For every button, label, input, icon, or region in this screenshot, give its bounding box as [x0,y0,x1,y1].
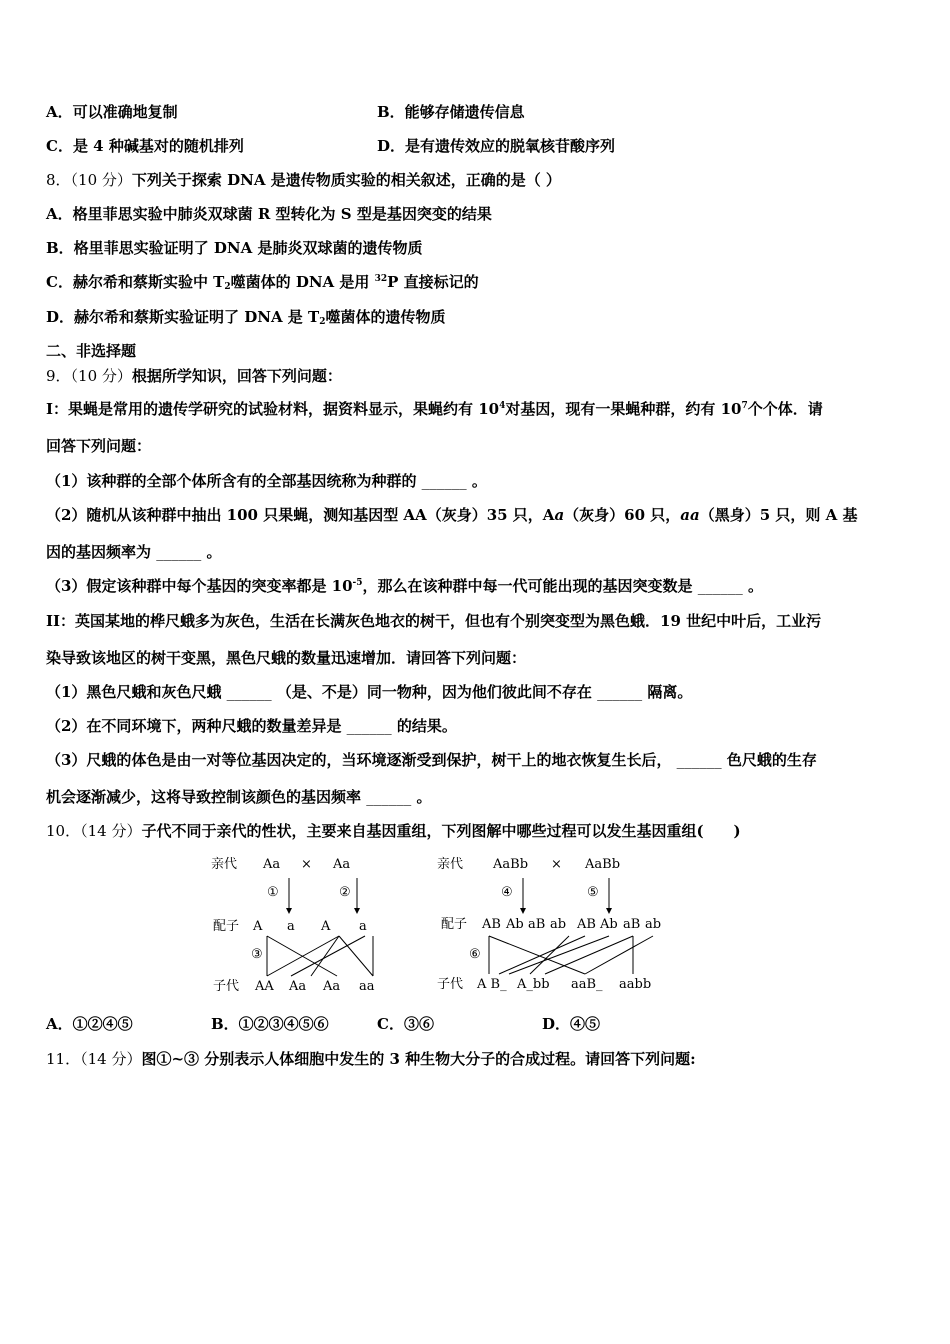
q9-ii3-text: （3）尺蛾的体色是由一对等位基因决定的，当环境逐渐受到保护，树干上的地衣恢复生长后， [46,751,677,769]
q9-number: 9． [46,367,71,385]
q8-d-text: D．赫尔希和蔡斯实验证明了 DNA 是 T [46,308,320,326]
q11-stem [46,1049,696,1069]
right-offspring: A B_ [477,977,507,992]
q7-option-a: A．可以准确地复制 [46,103,178,121]
left-step3-label: ③ [251,947,263,962]
q9-part1-question2 [46,505,857,525]
q9-part1-intro-line2: 回答下列问题： [46,437,152,455]
q9-ii1-text: （1）黑色尺蛾和灰色尺蛾 [46,683,227,701]
q9-i1-text-post: 。 [466,472,487,490]
right-step4-label: ④ [501,885,513,900]
left-gamete: a [287,919,295,934]
left-cross-symbol: × [301,857,312,872]
q7-option-d: D．是有遗传效应的脱氧核苷酸序列 [377,137,616,155]
q9-ii2-text-post: 的结果。 [391,717,457,735]
q9-ii3-text-post: 色尺蛾的生存 [721,751,817,769]
q8-c-text: C．赫尔希和蔡斯实验中 T [46,273,225,291]
q9-i3-text-mid: ，那么在该种群中每一代可能出现的基因突变数是 [362,577,698,595]
q9-ii1-text-mid: （是、不是）同一物种，因为他们彼此间不存在 [271,683,598,701]
q10-number: 10． [46,822,81,840]
q9-part1-question3 [46,576,763,596]
left-arrowhead-1 [286,908,292,914]
q9-ii3-line2-text: 机会逐渐减少，这将导致控制该颜色的基因频率 [46,788,367,806]
left-parent-2: Aa [333,857,351,872]
answer-blank[interactable]: ______ [676,751,722,769]
genetic-cross-diagram [205,848,685,998]
q9-part2-question2 [46,716,457,736]
q9-part1-text-post: 个个体．请 [747,400,823,418]
q8-option-a: A．格里菲思实验中肺炎双球菌 R 型转化为 S 型是基因突变的结果 [46,205,492,223]
q9-part1-question2-line2 [46,542,221,562]
q9-stem [46,366,342,386]
q10-stem [46,821,741,841]
right-arrowhead-4 [520,908,526,914]
q9-i2-text-mid: （灰身）60 只， [564,506,681,524]
q10-option-d: D．④⑤ [542,1015,601,1033]
right-parent-1: AaBb [493,857,529,872]
q10-stem-text: 子代不同于亲代的性状，主要来自基因重组，下列图解中哪些过程可以发生基因重组( ) [141,822,741,840]
right-arrowhead-5 [606,908,612,914]
q10-score: （14 分） [80,822,142,840]
answer-blank[interactable]: ______ [421,472,467,490]
q11-number: 11． [46,1050,81,1068]
q11-stem-text: 图①~③ 分别表示人体细胞中发生的 3 种生物大分子的合成过程。请回答下列问题: [141,1050,696,1068]
q9-part1-intro [46,399,823,419]
q8-d-text-post: 噬菌体的遗传物质 [325,308,446,326]
left-offspring: AA [255,979,274,994]
q9-i2-italic-a: a [554,506,565,524]
q8-number: 8． [46,171,71,189]
section-heading: 二、非选择题 [46,342,137,360]
q9-i2-text-post: （黑身）5 只，则 A 基 [699,506,858,524]
right-gamete: AB [577,917,596,932]
q9-part1-text: I：果蝇是常用的遗传学研究的试验材料，据资料显示，果蝇约有 10 [46,400,500,418]
right-step5-label: ⑤ [587,885,599,900]
q9-part1-sup2: 7 [741,401,748,411]
q9-i3-text-post: 。 [742,577,764,595]
q9-i3-text: （3）假定该种群中每个基因的突变率都是 10 [46,577,353,595]
left-parent-1: Aa [263,857,281,872]
right-offspring: aaB_ [571,977,603,992]
left-offspring-label: 子代 [213,979,240,994]
q9-score: （10 分） [70,367,132,385]
q9-i1-text: （1）该种群的全部个体所含有的全部基因统称为种群的 [46,472,422,490]
q10-option-a: A．①②④⑤ [46,1015,133,1033]
q9-ii3-line2-post: 。 [411,788,432,806]
q9-ii2-text: （2）在不同环境下，两种尺蛾的数量差异是 [46,717,347,735]
q8-option-b: B．格里菲思实验证明了 DNA 是肺炎双球菌的遗传物质 [46,239,423,257]
left-gamete: A [321,919,331,934]
answer-blank[interactable]: ______ [697,577,743,595]
answer-blank[interactable]: ______ [366,788,412,806]
q10-option-b: B．①②③④⑤⑥ [211,1015,329,1033]
q11-score: （14 分） [80,1050,142,1068]
answer-blank[interactable]: ______ [156,543,202,561]
q8-c-sub: 2 [224,282,231,292]
right-gamete: Ab [600,917,618,932]
q8-option-d [46,307,445,327]
q9-i2-italic-aa: aa [680,506,700,524]
q8-stem [46,170,561,190]
right-gamete-label: 配子 [441,917,468,932]
right-step6-label: ⑥ [469,947,481,962]
q8-d-sub: 2 [319,317,326,327]
q9-ii1-text-post: 隔离。 [642,683,693,701]
q9-i3-sup: -5 [352,578,363,588]
answer-blank[interactable]: ______ [346,717,392,735]
left-offspring: Aa [323,979,341,994]
q9-part2-intro-line2: 染导致该地区的树干变黑，黑色尺蛾的数量迅速增加．请回答下列问题： [46,649,527,667]
left-gamete-label: 配子 [213,919,240,934]
q8-c-sup: 32 [374,274,388,284]
q7-option-b: B．能够存储遗传信息 [377,103,525,121]
q9-part2-question1 [46,682,692,702]
answer-blank[interactable]: ______ [597,683,643,701]
right-offspring: aabb [619,977,652,992]
q9-i2-text: （2）随机从该种群中抽出 100 只果蝇，测知基因型 AA（灰身）35 只，A [46,506,555,524]
right-gamete: AB [482,917,501,932]
q8-score: （10 分） [70,171,132,189]
answer-blank[interactable]: ______ [226,683,272,701]
left-offspring: Aa [289,979,307,994]
q9-part1-text-mid: 对基因，现有一果蝇种群，约有 10 [505,400,742,418]
q10-option-c: C．③⑥ [377,1015,434,1033]
left-recombination-lines [267,936,373,976]
q9-part2-intro: II：英国某地的桦尺蛾多为灰色，生活在长满灰色地衣的树干，但也有个别突变型为黑色蛾．19 世纪中叶后，工业污 [46,612,822,630]
q9-part2-question3 [46,750,817,770]
right-gamete: aB [528,917,546,932]
left-gamete: A [253,919,263,934]
q9-i2-line2-post: 。 [201,543,222,561]
q9-part1-sup1: 4 [499,401,506,411]
right-gamete: Ab [506,917,524,932]
right-parent-2: AaBb [585,857,621,872]
q9-i2-line2-text: 因的基因频率为 [46,543,157,561]
q8-stem-text: 下列关于探索 DNA 是遗传物质实验的相关叙述，正确的是（ ） [131,171,561,189]
right-recombination-lines [489,936,653,974]
left-parent-label: 亲代 [211,857,238,872]
q8-c-text-post: P 直接标记的 [387,273,479,291]
right-gamete: ab [645,917,662,932]
left-arrowhead-2 [354,908,360,914]
right-gamete: ab [550,917,567,932]
q8-option-c [46,272,479,292]
q8-c-text-mid: 噬菌体的 DNA 是用 [230,273,375,291]
right-gamete: aB [623,917,641,932]
left-offspring: aa [359,979,375,994]
right-cross-symbol: × [551,857,562,872]
left-step2-label: ② [339,885,351,900]
right-parent-label: 亲代 [437,857,464,872]
left-gamete: a [359,919,367,934]
left-step1-label: ① [267,885,279,900]
q9-part1-question1 [46,471,487,491]
right-offspring: A_bb [517,977,550,992]
q9-stem-text: 根据所学知识，回答下列问题： [131,367,342,385]
q7-option-c: C．是 4 种碱基对的随机排列 [46,137,244,155]
right-offspring-label: 子代 [437,977,464,992]
q9-part2-question3-line2 [46,787,431,807]
